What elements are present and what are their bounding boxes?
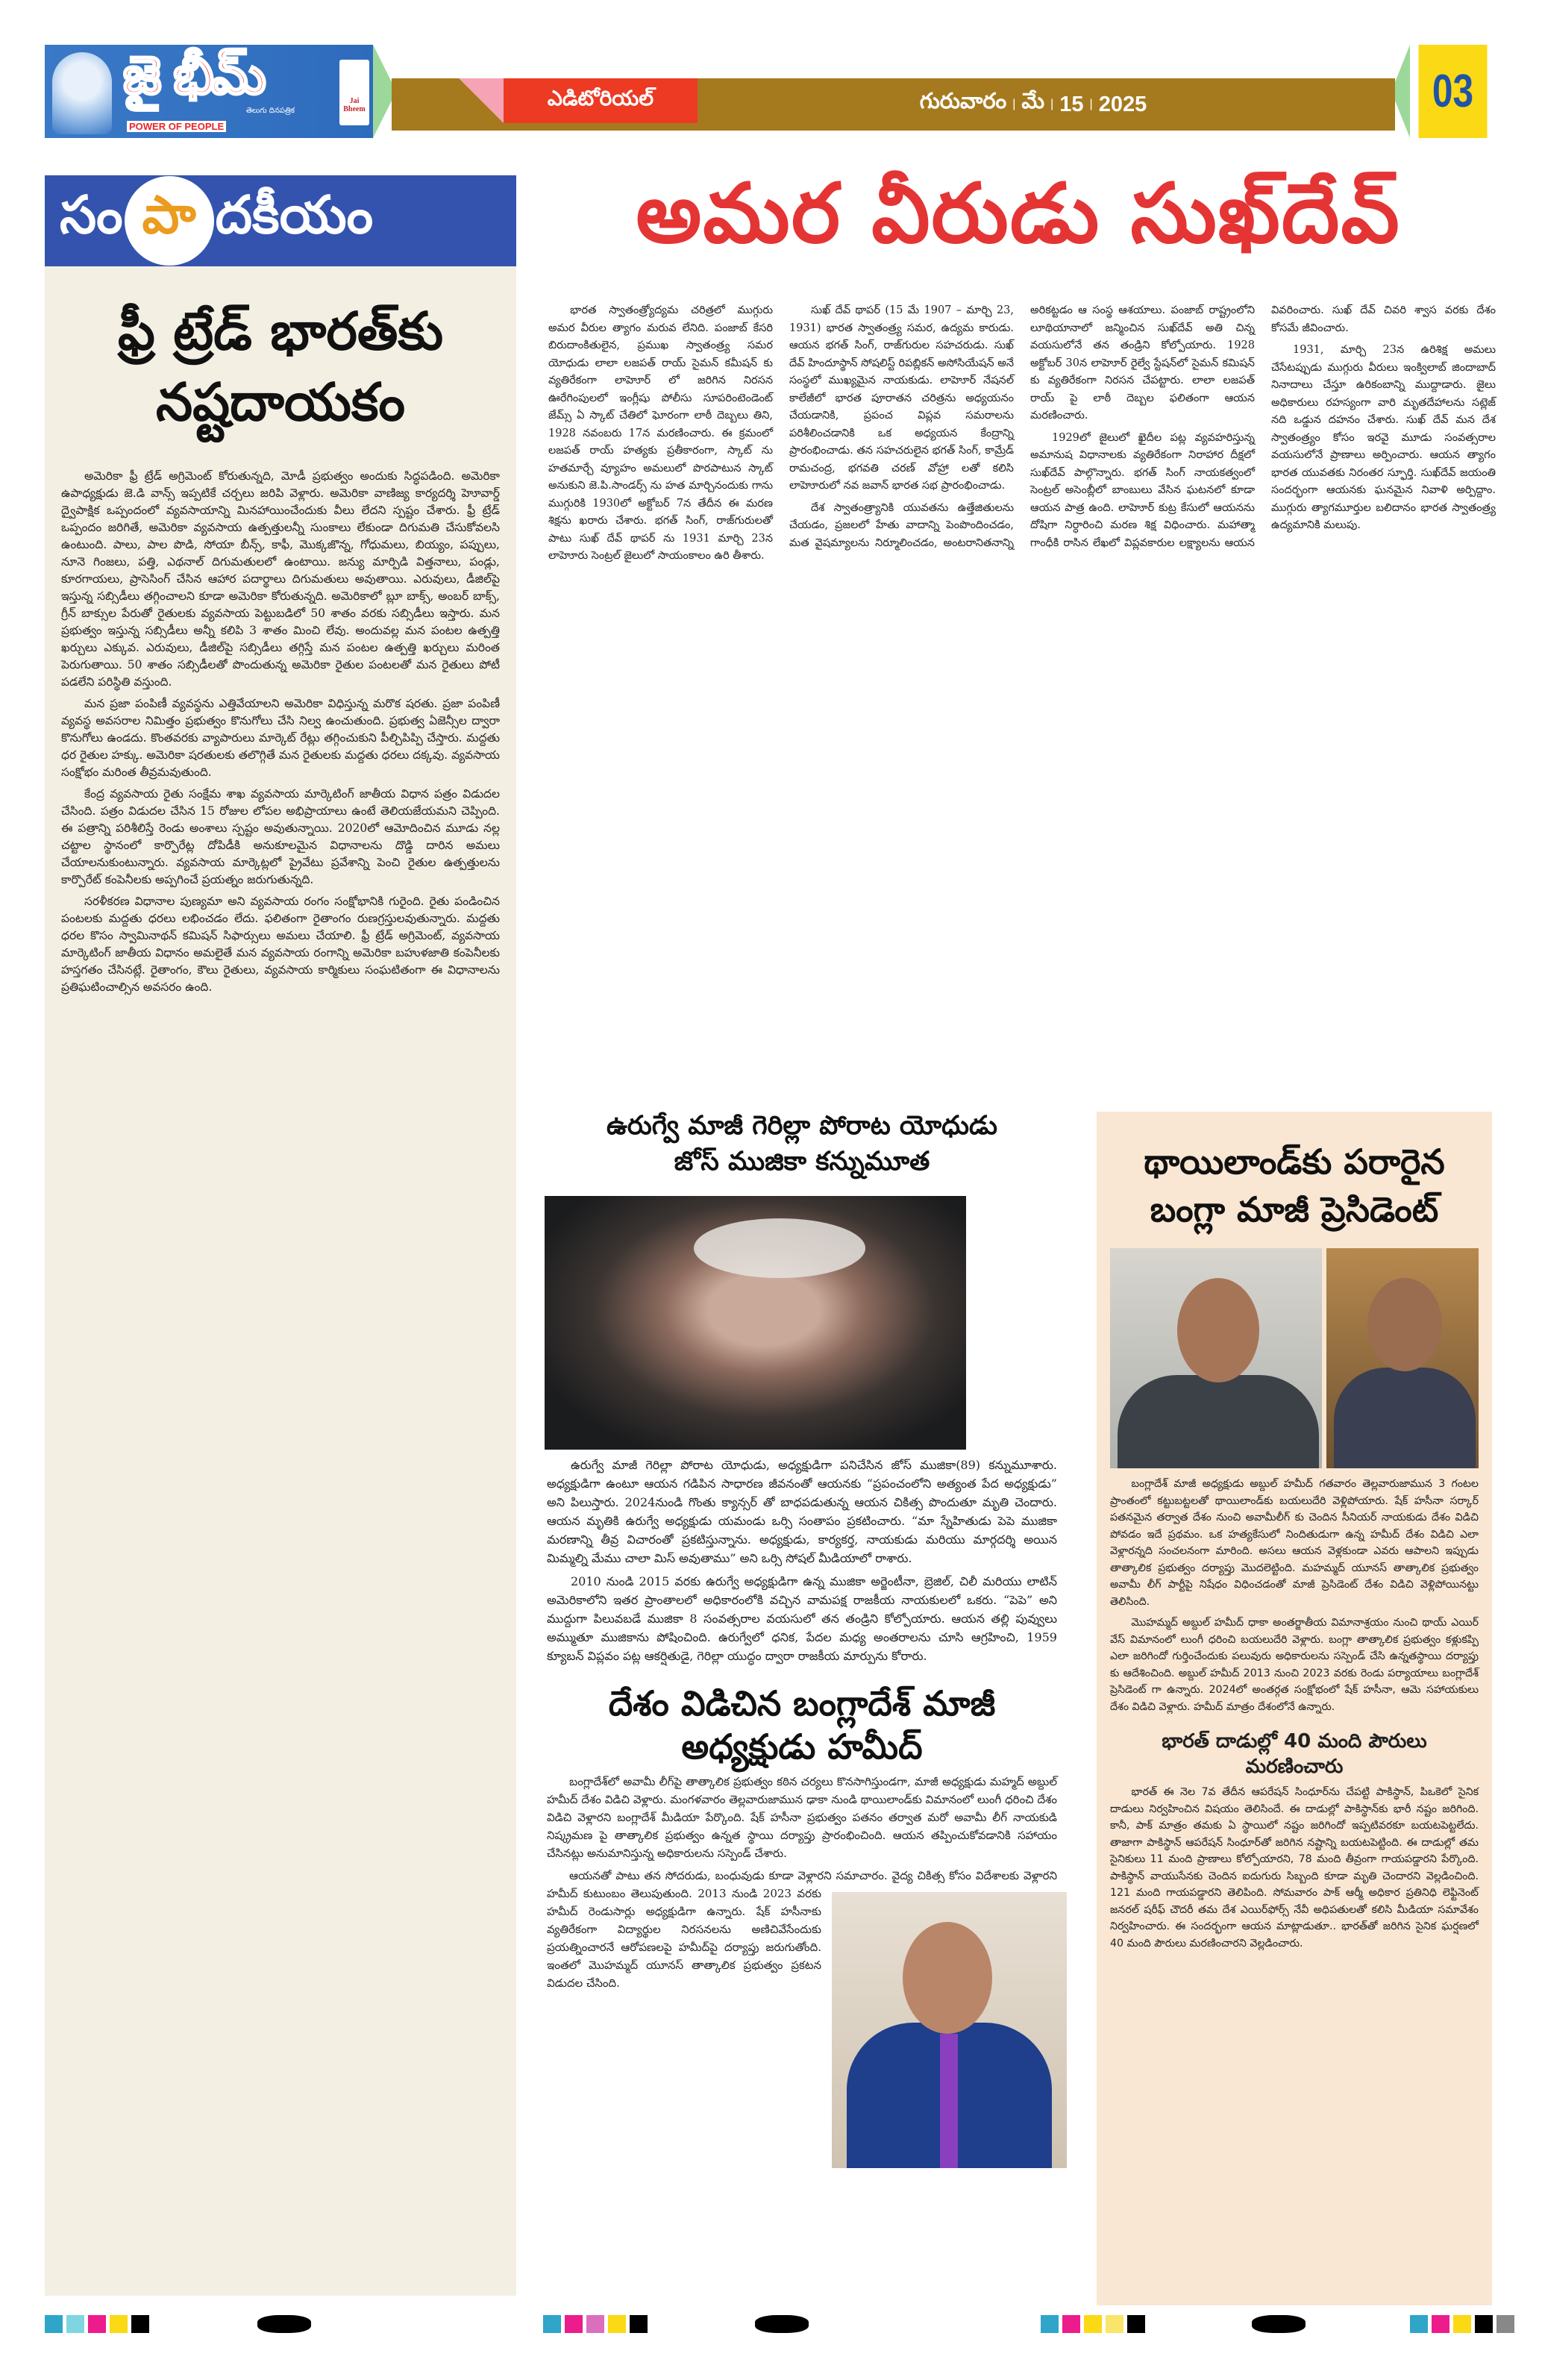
article-paragraph: భారత్ ఈ నెల 7వ తేదీన ఆపరేషన్ సింధూర్‌ను చేపట్టి పాకిస్థాన్, పిఒకెలో సైనిక దాడులు నిర్వహించిన విషయం తెలిసిందే. ఈ దాడుల్లో పాకిస్థాన్‌కు భారీ నష్టం జరిగింది. కానీ, పాక్ మాత్రం తమకు ఏ స్థాయిలో నష్టం జరిగిందో ఇప్పటివరకూ బయటపెట్టలేదు. తాజాగా పాకిస్థాన్ ఆపరేషన్ సింధూర్‌తో జరిగిన నష్టాన్ని బయటపెట్టింది. ఈ దాడుల్లో తమ సైనికులు 11 మంది ప్రాణాలు కోల్పోయారని, 78 మంది తీవ్రంగా గాయపడ్డారని పేర్కొంది. పాకిస్థాన్ వాయుసేనకు చెందిన ఐదుగురు సిబ్బంది కూడా మృతి చెందారని వెల్లడించింది. 121 మంది గాయపడ్డారని తెలిపింది. సోమవారం పాక్ ఆర్మీ అధికార ప్రతినిధి లెఫ్టినెంట్ జనరల్ షరీఫ్ చౌదరీ తమ దేశ ఎయిర్‌ఫోర్స్ నేవీ అధిపతులతో కలిసి మీడియా సమావేశం నిర్వహించారు. ఈ సందర్భంగా ఆయన మాట్లాడుతూ.. భారత్‌తో జరిగిన సైనిక ఘర్షణలో 40 మంది పౌరులు మరణించారని వెల్లడించారు.: [1110, 1786, 1479, 1950]
article-paragraph: బంగ్లాదేశ్‌లో అవామీ లీగ్‌పై తాత్కాలిక ప్రభుత్వం కఠిన చర్యలు కొనసాగిస్తుండగా, మాజీ అధ్యక్షుడు మహ్మద్ అబ్దుల్ హమీద్ దేశం విడిచి వెళ్లారు. మంగళవారం తెల్లవారుజామున ఢాకా నుండి థాయిలాండ్‌కు విమానంలో లుంగీ ధరించి దేశం విడిచి వెళ్లారని బంగ్లాదేశ్ మీడియా పేర్కొంది. షేక్ హసీనా ప్రభుత్వం పతనం తర్వాత మరో అవామీ లీగ్ నాయకుడి నిష్క్రమణ పై తాత్కాలిక ప్రభుత్వం ఉన్నత స్థాయి దర్యాప్తు ప్రారంభించింది. ఆయన తప్పించుకోవడానికి సహాయం చేసినట్లు అనుమానిస్తున్న అధికారులను సస్పెండ్ చేశారు.: [547, 1775, 1057, 1860]
editorial-banner: [45, 175, 516, 266]
tv-logo: Jai Bheem: [339, 60, 369, 125]
article-paragraph: 1929లో జైలులో ఖైదీల పట్ల వ్యవహరిస్తున్న అమానుష విధానాలకు వ్యతిరేకంగా నిరాహార దీక్షలో సుఖ్‌దేవ్ పాల్గొన్నారు. భగత్ సింగ్ నాయకత్వంలో సెంట్రల్ అసెంబ్లీలో బాంబులు వేసిన ఘటనలో కూడా ఆయన పాత్ర ఉంది. లాహెూర్ కుట్ర కేసులో ఆయనను దోషిగా నిర్ధారించి మరణ శిక్ష విధించారు. మహాత్మా గాంధీకి రాసిన లేఖలో విప్లవకారుల లక్ష్యాలను ఆయన వివరించారు. సుఖ్ దేవ్ చివరి శ్వాస వరకు దేశం కోసమే జీవించారు.: [1030, 304, 1496, 549]
page-number: 03: [1419, 45, 1488, 138]
header-decoration: [373, 45, 392, 138]
editorial-paragraph: అమెరికా ఫ్రీ ట్రేడ్ అగ్రిమెంట్ కోరుతున్నది, మోడీ ప్రభుత్వం అందుకు సిద్ధపడింది. అమెరికా ఉపాధ్యక్షుడు జె.డి వాన్స్ ఇప్పటికే చర్చలు జరిపి వెళ్లారు. అమెరికా వాణిజ్య కార్యదర్శి హెూవార్డ్ ద్వైపాక్షిక ఒప్పందంలో వ్యవసాయాన్ని మినహాయించేందుకు వీలు లేదని స్పష్టం చేశారు. ఫ్రీ ట్రేడ్ ఒప్పందం జరిగితే, అమెరికా వ్యవసాయ ఉత్పత్తులన్నీ సుంకాలు లేకుండా దిగుమతి చేసుకోవలసి ఉంటుంది. పాలు, పాల పొడి, సోయా బీన్స్, కాఫీ, మొక్కజొన్న, గోధుమలు, బియ్యం, పప్పులు, నూనె గింజలు, పత్తి, ఎథనాల్ దిగుమతులలో ఉంటాయి. జన్యు మార్పిడి విత్తనాలు, పండ్లు, కూరగాయలు, ప్రాసెసింగ్ చేసిన ఆహార పదార్థాలు దిగుమతులు అవుతాయి. ఎరువులు, డీజిల్‌పై ఇస్తున్న సబ్సిడీలు తగ్గించాలని కూడా అమెరికా కోరుతున్నది. అమెరికాలో బ్లూ బాక్స్, అంబర్ బాక్స్, గ్రీన్ బాక్సుల పేరుతో రైతులకు వ్యవసాయ పెట్టుబడిలో 50 శాతం వరకు సబ్సిడీలు ఇస్తారు. మన ప్రభుత్వం ఇస్తున్న సబ్సిడీలు అన్నీ కలిపి 3 శాతం మించి లేవు. అందువల్ల మన పంటల ఉత్పత్తి ఖర్చులు ఎక్కువ. ఎరువులు, డీజిల్‌పై సబ్సిడీలు తగ్గిస్తే మన పంటల ఉత్పత్తి ఖర్చులు మరింత పెరుగుతాయి. 50 శాతం సబ్సిడీలతో పొందుతున్న అమెరికా రైతుల పంటలతో మన రైతులు పోటీ పడలేని పరిస్థితి వస్తుంది.: [61, 469, 500, 689]
article-paragraph: మొహమ్మద్ అబ్దుల్ హమీద్ ధాకా అంతర్జాతీయ విమానాశ్రయం నుంచి థాయ్ ఎయిర్ వేస్ విమానంలో లుంగీ ధరించి బయలుదేరి వెళ్లారు. బంగ్లా తాత్కాలిక ప్రభుత్వం కళ్లుకప్పి ఎలా జరిగిందో గుర్తించేందుకు పలువురు అధికారులను సస్పెండ్ చేసి ఉన్నతస్థాయి దర్యాప్తు కు ఆదేశించింది. అబ్దుల్ హమీద్ 2013 నుంచి 2023 వరకు రెండు పర్యాయాలు బంగ్లాదేశ్ ప్రెసిడెంట్ గా ఉన్నారు. 2024లో అంతర్గత సంక్షోభంలో షేక్ హసీనా, ఆమె సహాయకులు దేశం విడిచి వెళ్లారు. హమీద్ మాత్రం దేశంలోనే ఉన్నారు.: [1110, 1617, 1479, 1713]
logo-name: జై భీమ్: [123, 45, 263, 106]
registration-mark: [755, 2315, 809, 2333]
color-registration-marks: [543, 2315, 648, 2333]
header-bar: [392, 78, 1395, 131]
mujica-story-body: [537, 1456, 1067, 1665]
headline-line: దేశం విడిచిన బంగ్లాదేశ్ మాజీ: [608, 1683, 996, 1723]
lead-story-body: [548, 302, 1496, 566]
middle-column: [537, 1108, 1067, 2168]
editorial-title: ఫ్రీ ట్రేడ్ భారత్‌కు నష్టదాయకం: [117, 301, 444, 433]
editorial-paragraph: సరళీకరణ విధానాల పుణ్యమా అని వ్యవసాయ రంగం సంక్షోభానికి గురైంది. రైతు పండించిన పంటలకు మద్దతు ధరలు లభించడం లేదు. ఫలితంగా రైతాంగం రుణగ్రస్తులవుతున్నారు. మద్దతు ధరల కొసం స్వామినాథన్ కమిషన్ సిఫార్సులు అమలు చేయాలి. ఫ్రీ ట్రేడ్ అగ్రిమెంట్, వ్యవసాయ మార్కెటింగ్ జాతీయ విధానం అమలైతే మన వ్యవసాయ రంగాన్ని అమెరికా బహుళజాతి కంపెనీలకు హస్తగతం చేసినట్లే. రైతాంగం, కౌలు రైతులు, వ్యవసాయ కార్మికులు సంఘటితంగా ఈ విధానాలను ప్రతిఘటించాల్సిన అవసరం ఉంది.: [61, 895, 500, 994]
mujica-photo: [545, 1196, 966, 1450]
article-paragraph: 1931, మార్చి 23న ఉరిశిక్ష అమలు చేసేటప్పుడు ముగ్గురు వీరులు ఇంక్విలాబ్ జిందాబాద్ నినాదాలు చేస్తూ ఉరికంబాన్ని ముద్దాడారు. జైలు అధికారులు రహస్యంగా వారి మృతదేహాలను సట్లెజ్ నది ఒడ్డున దహనం చేశారు. సుఖ్ దేవ్ మన దేశ స్వాతంత్ర్యం కోసం ఇరవై మూడు సంవత్సరాల వయసులోనే ప్రాణాలు అర్పించారు. ఆయన త్యాగం భారత యువతకు నిరంతర స్ఫూర్తి. సుఖ్‌దేవ్ జయంతి సందర్భంగా ఆయనకు ఘనమైన నివాళి అర్పిద్దాం. ముగ్గురు త్యాగమూర్తుల బలిదానం భారత స్వాతంత్ర్య ఉద్యమానికి మలుపు.: [1271, 344, 1496, 531]
hamid-photo: [832, 1892, 1067, 2168]
banner-text: దకీయం: [215, 184, 374, 245]
logo-tagline: POWER OF PEOPLE: [127, 121, 226, 132]
yunus-photo: [1326, 1248, 1479, 1468]
article-paragraph: బంగ్లాదేశ్ మాజీ అధ్యక్షుడు అబ్దుల్ హమీద్ గతవారం తెల్లవారుజామున 3 గంటల ప్రాంతంలో కట్టుబట్టలతో థాయిలాండ్‌కు బయలుదేరి వెళ్లిపోయారు. షేక్ హసీనా సర్కార్ పతనమైన తర్వాత దేశం నుంచి అవామీలీగ్ కు చెందిన సీనియర్ నాయకుడు దేశం విడిచి పోవడం ఇదే ప్రథమం. ఒక హత్యకేసులో నిందితుడుగా ఉన్న హమీద్ దేశం విడిచి ఎలా వెళ్లారన్నది సంచలనంగా మారింది. అసలు ఆయన వెళ్లకుండా ఎవరు ఆపాలని ఇప్పుడు తాత్కాలిక ప్రభుత్వం దర్యాప్తు మొదలెట్టింది. మహమ్మద్ యూనస్ తాత్కాలిక ప్రభుత్వం అవామీ లీగ్ పార్టీపై నిషేధం విధించడంతో మాజీ ప్రెసిడెంట్ దేశం విడిచి వెళ్లిపోయినట్టు తెలిసింది.: [1110, 1478, 1479, 1608]
date-day: 15: [1059, 92, 1084, 116]
hamid-headline: [537, 1682, 1067, 1768]
photo-row: [1110, 1248, 1479, 1468]
headline-line: జోస్ ముజికా కన్నుమూత: [674, 1147, 930, 1177]
issue-date: [809, 78, 1257, 131]
date-separator: |: [1050, 98, 1054, 110]
article-paragraph: సుఖ్ దేవ్ థాపర్ (15 మే 1907 – మార్చి 23, 1931) భారత స్వాతంత్ర్య సమర, ఉద్యమ కారుడు. ఆయన భగత్ సింగ్, రాజ్‌గురుల సహచరుడు. సుఖ్ దేవ్ హిందూస్థాన్ సోషలిస్ట్ రిపబ్లికన్ అసోసియేషన్ అనే సంస్థలో ముఖ్యమైన నాయకుడు. లాహెూర్ నేషనల్ కాలేజీలో భారత పూరాతన చరిత్రను అధ్యయనం చేయడానికి, ప్రపంచ విప్లవ సమరాలను పరిశీలించడానికి ఒక అధ్యయన కేంద్రాన్ని ప్రారంభించాడు. తన సహచరులైన భగత్ సింగ్, కామ్రేడ్ రామచంద్ర, భగవతి చరణ్ వోహ్రా లతో కలిసి లాహెూరులో నవ జవాన్ భారత సభ ప్రారంభించాడు.: [789, 304, 1014, 492]
subhead: భారత్ దాడుల్లో 40 మంది పౌరులు మరణించారు: [1162, 1730, 1427, 1778]
article-paragraph: ఉరుగ్వే మాజీ గెరిల్లా పోరాట యోధుడు, అధ్యక్షుడిగా పనిచేసిన జోస్ ముజికా(89) కన్నుమూశారు. అధ్యక్షుడిగా ఉంటూ ఆయన గడిపిన సాధారణ జీవనంతో ఆయనకు “ప్రపంచంలోని అత్యంత పేద అధ్యక్షుడు” అని పిలుస్తారు. 2024నుండి గొంతు క్యాన్సర్ తో బాధపడుతున్న ఆయన చికిత్స పొందుతూ మృతి చెందారు. ఆయన మృతికి ఉరుగ్వే అధ్యక్షుడు యమండు ఒర్సి సంతాపం ప్రకటించారు. “మా స్నేహితుడు పెపె ముజికా మరణాన్ని తీవ్ర విచారంతో ప్రకటిస్తున్నాను. అధ్యక్షుడు, కార్యకర్త, నాయకుడు మరియు మార్గదర్శి అయిన మిమ్మల్ని మేము చాలా మిస్ అవుతాము” అని ఒర్సి సోషల్ మీడియాలో రాశారు.: [547, 1458, 1057, 1565]
newspaper-logo: [45, 45, 373, 138]
article-paragraph: 2010 నుండి 2015 వరకు ఉరుగ్వే అధ్యక్షుడిగా ఉన్న ముజికా అర్జెంటీనా, బ్రెజిల్, చిలీ మరియు లాటిన్ అమెరికాలోని ఇతర ప్రాంతాలలో అధికారంలోకి వచ్చిన వామపక్ష రాజకీయ నాయకులలో ఒకరు. “పెపె” అని ముద్దుగా పిలువబడే ముజికా 8 సంవత్సరాల వయసులో తన తండ్రిని కోల్పోయారు. ఆయన తల్లి పువ్వులు అమ్ముతూ ముజికాను పోషించింది. ఉరుగ్వేలో ధనిక, పేదల మధ్య అంతరాలను చూసి ఆగ్రహించి, 1959 క్యూబన్ విప్లవం పట్ల ఆకర్షితుడై, గెరిల్లా యుద్ధం ద్వారా రాజకీయ మార్పును కోరారు.: [547, 1574, 1057, 1663]
color-registration-marks: [1041, 2315, 1145, 2333]
date-separator: |: [1012, 98, 1016, 110]
article-paragraph: ఆయనతో పాటు తన సోదరుడు, బంధువుడు కూడా వెళ్లారని సమాచారం. వైద్య చికిత్స కోసం విదేశాలకు వెళ్లారని హమీద్ కుటుంబం తెలుపుతుంది. 2013 నుండి 2023 వరకు హమీద్ రెండుసార్లు అధ్యక్షుడిగా ఉన్నారు. షేక్ హసీనాకు వ్యతిరేకంగా విద్యార్థుల నిరసనలను అణిచివేసేందుకు ప్రయత్నించారనే ఆరోపణలపై హమీద్‌పై దర్యాప్తు జరుగుతోంది. ఇంతలో మొహమ్మద్ యూనస్ తాత్కాలిక ప్రభుత్వం ప్రకటన విడుదల చేసింది.: [547, 1869, 1057, 1990]
date-weekday: గురువారం: [919, 90, 1007, 113]
hamid-story-body: [537, 1773, 1067, 1992]
editorial-paragraph: కేంద్ర వ్యవసాయ రైతు సంక్షేమ శాఖ వ్యవసాయ మార్కెటింగ్ జాతీయ విధాన పత్రం విడుదల చేసింది. పత్రం విడుదల చేసిన 15 రోజుల లోపల అభిప్రాయాలు ఉంటే తెలియజేయమని చెప్పింది. ఈ పత్రాన్ని పరిశీలిస్తే రెండు అంశాలు స్పష్టం అవుతున్నాయి. 2020లో ఆమోదించిన మూడు నల్ల చట్టాల స్థానంలో కార్పొరేట్ల దోపిడీకి అనుకూలమైన విధానాలను దొడ్డి దారిన అమలు చేయాలనుకుంటున్నారు. వ్యవసాయ మార్కెట్లలో ప్రైవేటు ప్రవేశాన్ని పెంచి రైతుల ఉత్పత్తులను కార్పొరేట్ కంపెనీలకు అప్పగించే ప్రయత్నం జరుగుతున్నది.: [61, 787, 500, 886]
color-registration-marks: [1410, 2315, 1514, 2333]
color-registration-marks: [45, 2315, 149, 2333]
banner-text: సం: [60, 184, 123, 245]
logo-subtitle: తెలుగు దినపత్రిక: [246, 107, 295, 115]
section-tab: ఎడిటోరియల్: [504, 78, 698, 123]
tab-decoration: [459, 78, 504, 123]
date-separator: |: [1089, 98, 1093, 110]
thailand-story-box: [1097, 1112, 1492, 2305]
headline-line: ఉరుగ్వే మాజీ గెరిల్లా పోరాట యోధుడు: [607, 1111, 997, 1141]
headline-line: బంగ్లా మాజీ ప్రెసిడెంట్: [1150, 1189, 1439, 1230]
thailand-headline: [1110, 1138, 1479, 1233]
editorial-column: [45, 266, 516, 2296]
banner-circle-text: పా: [125, 176, 214, 266]
date-month: మే: [1021, 90, 1045, 113]
registration-mark: [1252, 2315, 1306, 2333]
lead-headline: అమర వీరుడు సుఖ్‌దేవ్: [636, 166, 1401, 261]
header-decoration: [1395, 45, 1410, 138]
mujica-headline: [537, 1108, 1067, 1180]
editorial-paragraph: మన ప్రజా పంపిణీ వ్యవస్థను ఎత్తివేయాలని అమెరికా విధిస్తున్న మరొక షరతు. ప్రజా పంపిణీ వ్యవస్థ అవసరాల నిమిత్తం ప్రభుత్వం కొనుగోలు చేసి నిల్వ ఉంచుతుంది. ప్రభుత్వ ఏజెన్సీల ద్వారా కొనుగోలు ఉండదు. కొంతవరకు వ్యాపారులు మార్కెట్ రేట్లు తగ్గించుకుని పీల్చిపిప్పి చేస్తారు. మద్దతు ధర రైతుల హక్కు. అమెరికా షరతులకు తలొగ్గితే మన రైతులకు మద్దతు ధరలు దక్కవు. వ్యవసాయ సంక్షోభం మరింత తీవ్రమవుతుంది.: [61, 697, 500, 779]
headline-line: అధ్యక్షుడు హమీద్: [681, 1726, 923, 1767]
hamid-photo: [1110, 1248, 1322, 1468]
ambedkar-portrait: [52, 52, 112, 134]
article-paragraph: దేశ స్వాతంత్ర్యానికి యువతను ఉత్తేజితులను చేయడం, ప్రజలలో హేతు వాదాన్ని పెంపొందించడం, మత వైషమ్యాలను నిర్మూలించడం, అంటరానితనాన్ని అరికట్టడం ఆ సంస్థ ఆశయాలు. పంజాబ్ రాష్ట్రంలోని లూథియానాలో జన్మించిన సుఖ్‌దేవ్ అతి చిన్న వయసులోనే తన తండ్రిని కోల్పోయారు. 1928 అక్టోబర్ 30న లాహెూర్ రైల్వే స్టేషన్‌లో సైమన్ కమిషన్ కు వ్యతిరేకంగా నిరసన చేపట్టారు. లాలా లజపత్ రాయ్ పై లాఠీ దెబ్బల ఫలితంగా ఆయన మరణించారు.: [789, 304, 1255, 549]
headline-line: థాయిలాండ్‌కు పరారైన: [1144, 1142, 1445, 1182]
registration-mark: [257, 2315, 311, 2333]
date-year: 2025: [1098, 92, 1147, 116]
article-paragraph: భారత స్వాతంత్ర్యోద్యమ చరిత్రలో ముగ్గురు అమర వీరుల త్యాగం మరువ లేనిది. పంజాబ్ కేసరి బిరుదాంకితులైన, ప్రముఖ స్వాతంత్ర్య సమర యోధుడు లాలా లజపత్ రాయ్ సైమన్ కమీషన్ కు వ్యతిరేకంగా లాహెూర్ లో జరిగిన నిరసన ఊరేగింపులలో ఇంగ్లీషు పోలీసు సూపరింటెండెంట్ జేమ్స్ ఏ స్కాట్ చేతిలో ఘోరంగా లాఠీ దెబ్బలు తిని, 1928 నవంబరు 17న మరణించారు. ఈ క్రమంలో లజపత్ రాయ్ హత్యకు ప్రతీకారంగా, స్కాట్ ను హతమార్చే వ్యూహం అమలులో పొరపాటున స్కాట్ అనుకుని జె.పి.సాండర్స్ ను హత మార్చినందుకు గాను ముగ్గురికి 1930లో అక్టోబర్ 7న తేదీన ఈ మరణ శిక్షను ఖరారు చేశారు. భగత్ సింగ్, రాజ్‌గురులతో పాటు సుఖ్ దేవ్ థాపర్ ను 1931 మార్చి 23న లాహెూరు సెంట్రల్ జైలులో సాయంకాలం ఉరి తీశారు.: [548, 304, 773, 562]
